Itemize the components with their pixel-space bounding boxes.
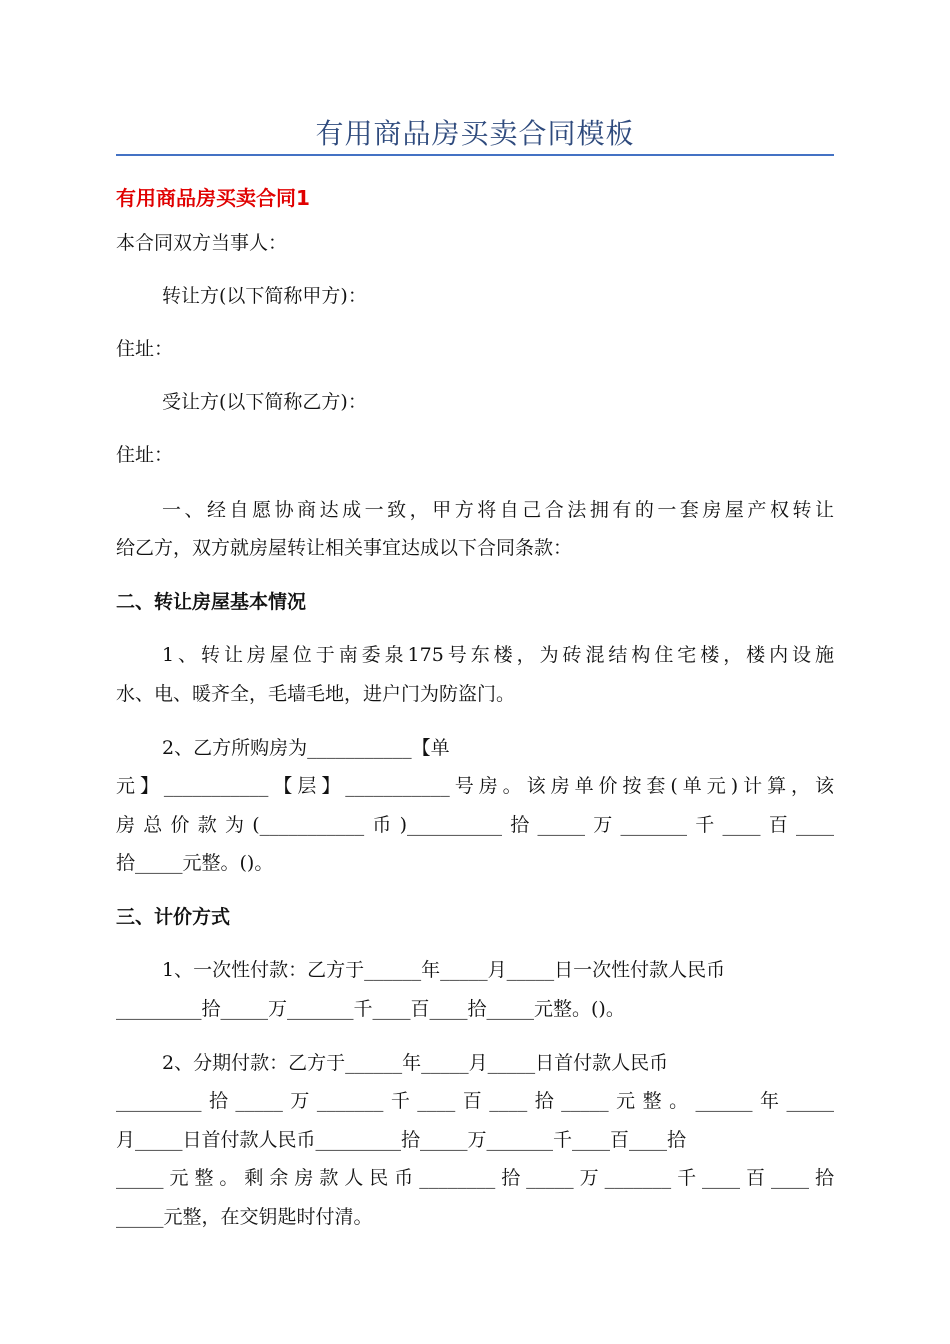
transferee-address: 住址：	[116, 444, 174, 466]
item-3-2-line-3: 月_____日首付款人民币_________拾_____万_______千____百____拾	[116, 1129, 687, 1151]
item-3-1-line-2: _________拾_____万_______千____百____拾_____元整。()。	[116, 998, 625, 1020]
transferor-address: 住址：	[116, 338, 174, 360]
parties-intro: 本合同双方当事人：	[116, 232, 288, 254]
item-3-2-line-4: _____元整。剩余房款人民币________拾_____万_______千____百____拾	[116, 1167, 834, 1189]
item-2-2-line-3: 房总价款为(___________币)__________拾_____万_______千____百____	[116, 814, 834, 836]
heading-basic-info: 二、转让房屋基本情况	[116, 591, 307, 613]
transferee-line: 受让方(以下简称乙方)：	[162, 391, 367, 413]
transferor-line: 转让方(以下简称甲方)：	[162, 285, 367, 307]
clause-1-line-1: 一、经自愿协商达成一致，甲方将自己合法拥有的一套房屋产权转让	[162, 499, 834, 521]
item-3-2-line-2: _________拾_____万_______千____百____拾_____元整。______年_____	[116, 1090, 834, 1112]
item-2-2-line-1: 2、乙方所购房为___________【单	[162, 737, 450, 759]
section-heading: 有用商品房买卖合同1	[116, 186, 310, 210]
item-3-2-line-5: _____元整，在交钥匙时付清。	[116, 1206, 373, 1228]
heading-pricing: 三、计价方式	[116, 906, 231, 928]
item-2-2-line-4: 拾_____元整。()。	[116, 852, 274, 874]
item-2-2-line-2: 元】___________【层】___________号房。该房单价按套(单元)计算，该	[116, 775, 834, 797]
title-underline	[116, 154, 834, 156]
item-2-1-line-2: 水、电、暖齐全，毛墙毛地，进户门为防盗门。	[116, 683, 516, 705]
item-3-2-line-1: 2、分期付款：乙方于______年_____月_____日首付款人民币	[162, 1052, 669, 1074]
document-title: 有用商品房买卖合同模板	[315, 117, 635, 150]
item-3-1-line-1: 1、一次性付款：乙方于______年_____月_____日一次性付款人民币	[162, 959, 726, 981]
item-2-1-line-1: 1、转让房屋位于南委泉175号东楼，为砖混结构住宅楼，楼内设施	[162, 644, 834, 666]
clause-1-line-2: 给乙方，双方就房屋转让相关事宜达成以下合同条款：	[116, 537, 573, 559]
